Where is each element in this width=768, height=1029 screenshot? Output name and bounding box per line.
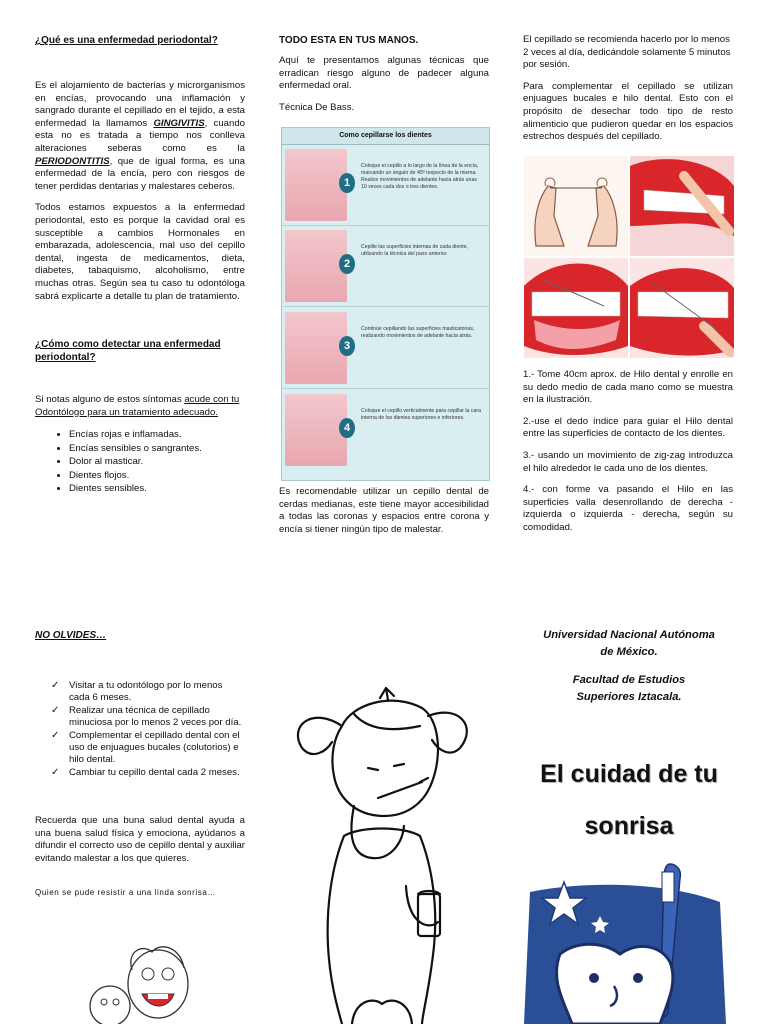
bass-title: Como cepillarse los dientes xyxy=(282,128,489,145)
col-1 xyxy=(35,34,245,495)
girl-svg xyxy=(282,686,487,1024)
step-badge: 2 xyxy=(339,254,355,274)
faculty-name: Facultad de Estudios Superiores Iztacala. xyxy=(572,674,686,703)
col-2 xyxy=(279,34,489,123)
paragraph-remember: Recuerda que una buna salud dental ayuda a una buena salud física y emociona, ayúdanos a difundir el correcto uso de cepillo dental y auxiliar evitando malestar a los que quieres. xyxy=(35,815,245,865)
tooth-icon xyxy=(557,944,673,1024)
paragraph-floss-intro: Para complementar el cepillado se utilizan enjuagues bucales e hilo dental. Esto con el propósito de desechar todo tipo de resto alimenticio que pudieron quedar en los espacios estrechos después del cepillado. xyxy=(523,80,733,143)
list-item: ✓ Cambiar tu cepillo dental cada 2 meses. xyxy=(69,767,245,779)
floss-step: 1.- Tome 40cm aprox. de Hilo dental y enrolle en su dedo medio de cada mano como se muestra en la ilustración. xyxy=(523,369,733,406)
list-item: • Dolor al masticar. xyxy=(69,455,245,468)
bass-step xyxy=(282,390,489,470)
heading-detect: ¿Cómo como detectar una enfermedad periodontal? xyxy=(35,339,221,364)
list-item: • Dientes sensibles. xyxy=(69,482,245,495)
paragraph-bass: Técnica De Bass. xyxy=(279,101,355,113)
list-item: ✓ Realizar una técnica de cepillado minuciosa por lo menos 2 veces por día. xyxy=(69,705,245,730)
step-badge: 4 xyxy=(339,418,355,438)
step-text: Continúe cepillando las superficies masticatorias, realizando movimientos de adelante hacia atrás. xyxy=(361,326,475,339)
list-item: ✓ Visitar a tu odontólogo por lo menos cada 6 meses. xyxy=(69,680,245,705)
bass-step xyxy=(282,145,489,226)
term-periodontitis: PERIODONTITIS xyxy=(35,155,110,167)
term-gingivitis: GINGIVITIS xyxy=(153,117,205,129)
teeth-illustration xyxy=(285,312,347,384)
floss-step: 4.- con forme va pasando el Hilo en las superficies valla desenrollando de derecha - izquierda o izquierda - derecha, según su comodidad. xyxy=(523,484,733,533)
list-item: ✓ Complementar el cepillado dental con el uso de enjuagues bucales (colutorios) e hilo dental. xyxy=(69,730,245,767)
bass-step xyxy=(282,226,489,307)
bass-technique-figure xyxy=(281,127,490,481)
grandparents-svg xyxy=(80,940,220,1024)
cover-title: El cuidad de tu sonrisa xyxy=(540,760,718,840)
step-text: Cepille las superficies internas de cada diente, utilizando la técnica del paso anterior. xyxy=(361,244,468,257)
paragraph-exposure: Todos estamos expuestos a la enfermedad periodontal, esto es porque la cavidad oral es susceptible a cambios Hormonales en embarazada, adolescencia, mal uso del cepillo dental, ingesta de medicamentos, dieta, diabetes, tabaquismo, alcoholismo, entre muchas otras. Según sea tu caso tu odontóloga sabrá explicarte a detalle tu plan de tratamiento. xyxy=(35,202,245,302)
floss-illustration xyxy=(524,156,734,358)
teeth-illustration xyxy=(285,394,347,466)
cover-art xyxy=(520,862,736,1024)
bass-step xyxy=(282,308,489,389)
girl-brushing-illustration xyxy=(282,686,487,1024)
paragraph-frequency: El cepillado se recomienda hacerlo por lo menos 2 veces al día, dedicándole solamente 5 minutos por sesión. xyxy=(523,34,731,71)
step-badge: 1 xyxy=(339,173,355,193)
floss-step: 3.- usando un movimiento de zig-zag introduzca el hilo alrededor le cada uno de los dientes. xyxy=(523,449,733,474)
panel-4 xyxy=(35,629,245,897)
grandparents-illustration xyxy=(80,940,220,1024)
col-3-steps xyxy=(523,369,733,544)
col-3 xyxy=(523,34,733,153)
heading-dont-forget: NO OLVIDES… xyxy=(35,630,107,641)
teeth-illustration xyxy=(285,230,347,302)
step-badge: 3 xyxy=(339,336,355,356)
step-text: Coloque el cepillo a lo largo de la línea de la encía, marcando un ángulo de 45º respecto de la misma. Realice movimientos de adelante hacia atrás unas 10 veces cada dos o tres dientes. xyxy=(361,163,479,190)
cover-panel xyxy=(519,627,739,852)
university-name: Universidad Nacional Autónoma de México. xyxy=(543,629,715,658)
heading-periodontal: ¿Qué es una enfermedad periodontal? xyxy=(35,35,218,46)
teeth-illustration xyxy=(285,149,347,221)
paragraph-symptoms-intro: Si notas alguno de estos síntomas acude con tu Odontólogo para un tratamiento adecuado. xyxy=(35,394,240,418)
paragraph-techniques: Aquí te presentamos algunas técnicas que erradican riesgo alguno de padecer alguna enfermedad oral. xyxy=(279,55,489,92)
cover-art-svg xyxy=(520,862,736,1024)
heading-hands: TODO ESTA EN TUS MANOS. xyxy=(279,35,419,46)
symptoms-list xyxy=(35,428,245,495)
col-2-bottom xyxy=(279,486,489,545)
floss-step: 2.-use el dedo índice para guiar el Hilo dental entre las superficies de contacto de los dientes. xyxy=(523,415,733,440)
list-item: • Encías sensibles o sangrantes. xyxy=(69,442,245,455)
paragraph-brush-recommend: Es recomendable utilizar un cepillo dental de cerdas medianas, este tiene mayor accesibilidad a todas las coronas y espacios entre corona y encía si tiener ningún tipo de malestar. xyxy=(279,486,489,535)
paragraph-definition: Es el alojamiento de bacterias y microrganismos en encías, provocando una inflamación y sangrado durante el cepillado en el tejido, a esta enfermedad la llamamos GINGIVITIS, cuando esta no es tratada a tiempo nos conlleva alteraciones seberas como es la PERIODONTITIS, que de igual forma, es una enfermedad de la encía, pero con riesgos de tener perdidas dentarias y malestares ceberos. xyxy=(35,80,246,192)
list-item: • Encías rojas e inflamadas. xyxy=(69,428,245,441)
tagline: Quien se pude resistir a una linda sonrisa… xyxy=(35,887,216,897)
list-item: • Dientes flojos. xyxy=(69,469,245,482)
reminders-list xyxy=(35,680,245,779)
floss-illustration-svg xyxy=(524,156,734,358)
step-text: Coloque el cepillo verticalmente para cepillar la cara interna de los dientes superiores e inferiores. xyxy=(361,408,481,421)
